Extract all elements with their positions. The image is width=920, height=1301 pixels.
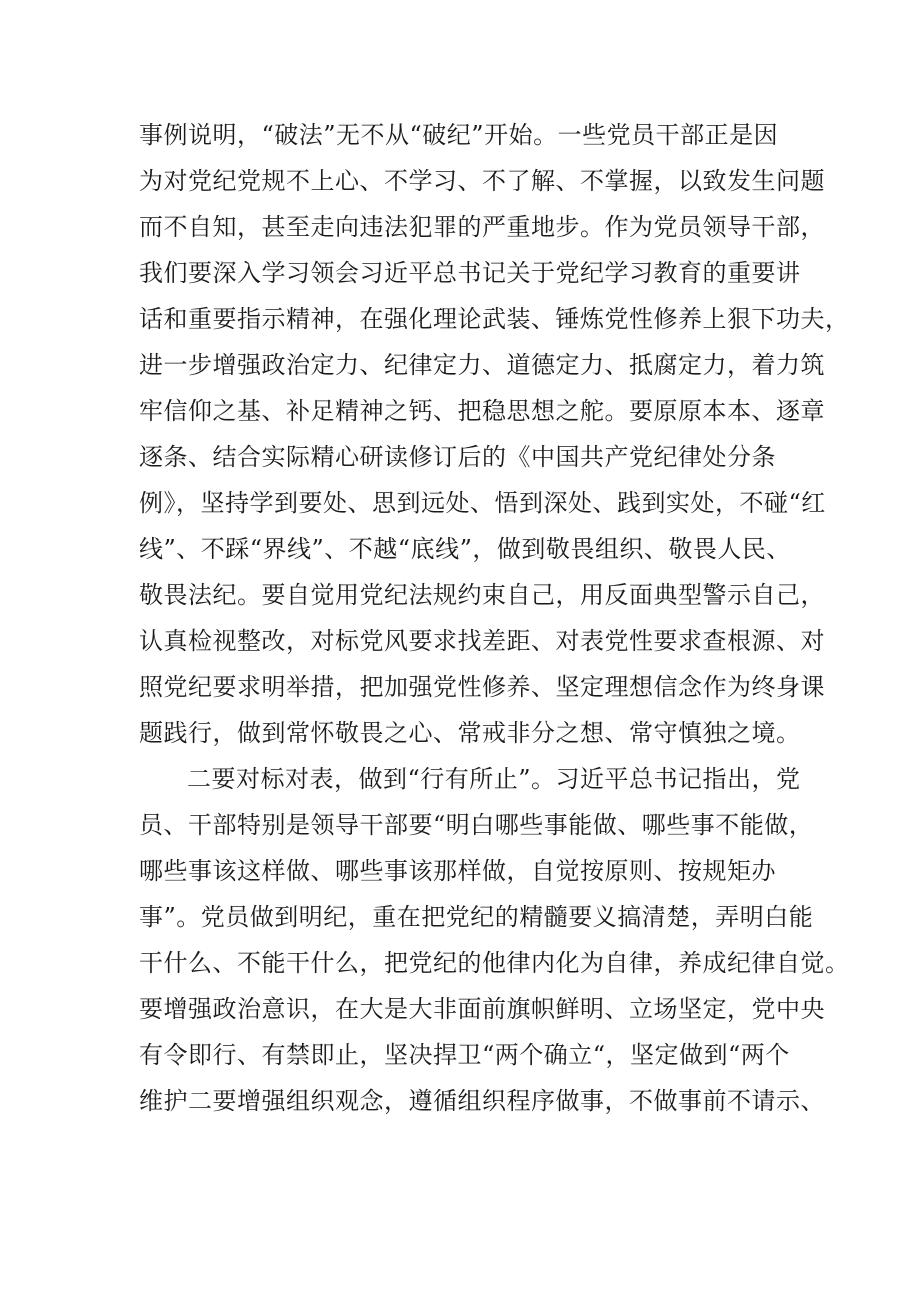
text-line: 要增强政治意识，在大是大非面前旗帜鲜明、立场坚定，党中央 [139,995,825,1023]
text-line: 牢信仰之基、补足精神之钙、把稳思想之舵。要原原本本、逐章 [139,397,825,425]
text-line: 线”、不踩“界线”、不越“底线”，做到敬畏组织、敬畏人民、 [139,535,791,563]
text-line: 而不自知，甚至走向违法犯罪的严重地步。作为党员领导干部， [139,213,825,241]
text-line: 敬畏法纪。要自觉用党纪法规约束自己，用反面典型警示自己， [139,581,825,609]
paragraph-start-line: 二要对标对表，做到“行有所止”。习近平总书记指出，党 [187,765,801,793]
text-line: 认真检视整改，对标党风要求找差距、对表党性要求查根源、对 [139,627,825,655]
text-line: 我们要深入学习领会习近平总书记关于党纪学习教育的重要讲 [139,259,801,287]
text-line: 干什么、不能干什么，把党纪的他律内化为自律，养成纪律自觉。 [139,949,850,977]
text-line: 维护二要增强组织观念，遵循组织程序做事，不做事前不请示、 [139,1087,825,1115]
text-line: 题践行，做到常怀敬畏之心、常戒非分之想、常守慎独之境。 [139,719,801,747]
text-line: 话和重要指示精神，在强化理论武装、锤炼党性修养上狠下功夫， [139,305,850,333]
text-line: 员、干部特别是领导干部要“明白哪些事能做、哪些事不能做， [139,811,814,839]
text-line: 照党纪要求明举措，把加强党性修养、坚定理想信念作为终身课 [139,673,825,701]
text-line: 例》，坚持学到要处、思到远处、悟到深处、践到实处，不碰“红 [139,489,826,517]
body-text [139,112,850,1124]
text-line: 事”。党员做到明纪，重在把党纪的精髓要义搞清楚，弄明白能 [139,903,814,931]
text-line: 有令即行、有禁即止，坚决捍卫“两个确立“，坚定做到“两个 [139,1041,790,1069]
text-line: 进一步增强政治定力、纪律定力、道德定力、抵腐定力，着力筑 [139,351,825,379]
text-line: 为对党纪党规不上心、不学习、不了解、不掌握，以致发生问题 [139,167,825,195]
text-line: 事例说明，“破法”无不从“破纪”开始。一些党员干部正是因 [139,121,779,149]
text-line: 逐条、结合实际精心研读修订后的《中国共产党纪律处分条 [139,443,776,471]
text-line: 哪些事该这样做、哪些事该那样做，自觉按原则、按规矩办 [139,857,776,885]
